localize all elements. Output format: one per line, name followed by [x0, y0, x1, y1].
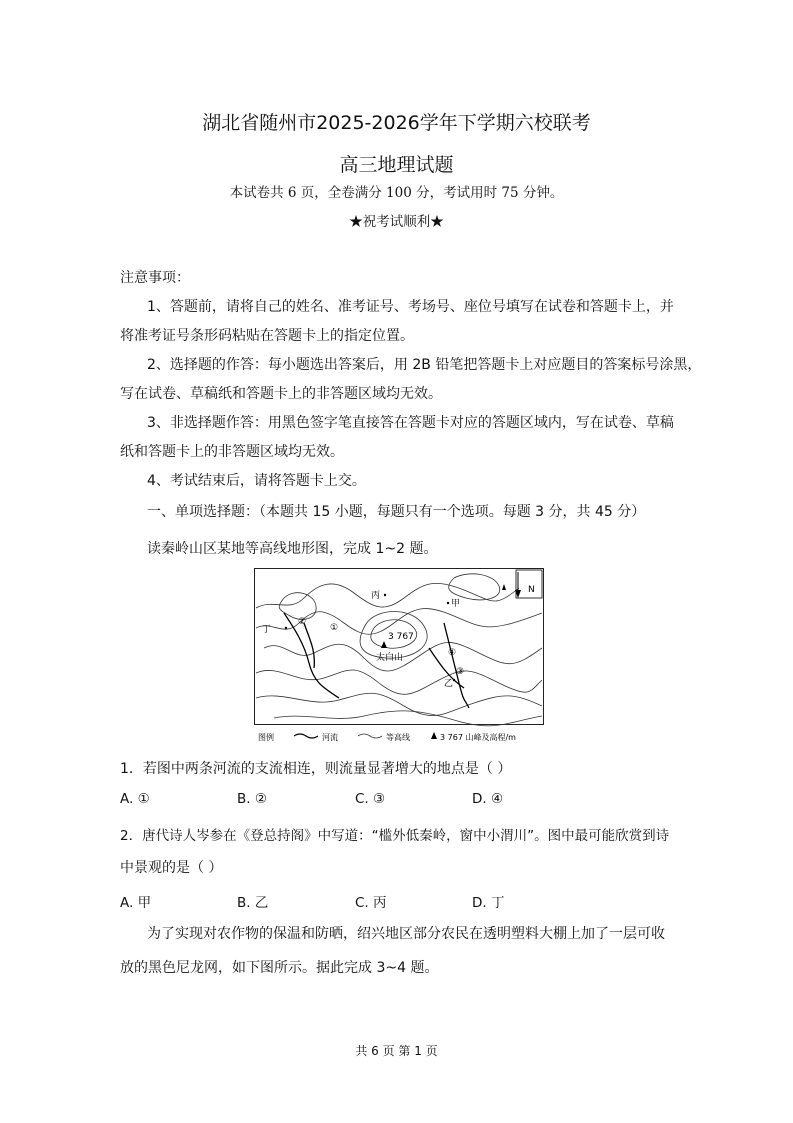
question-1-stem: 1．若图中两条河流的支流相连，则流量显著增大的地点是（ ） — [120, 761, 512, 777]
notice-item: 写在试卷、草稿纸和答题卡上的非答题区域均无效。 — [120, 386, 442, 402]
q2-option-d: D. 丁 — [472, 895, 505, 911]
notice-item: 2、选择题的作答：每小题选出答案后，用 2B 铅笔把答题卡上对应题目的答案标号涂黑， — [147, 357, 702, 373]
label-ding: 丁 — [262, 625, 272, 635]
label-yi: 乙 — [444, 679, 454, 689]
notice-item: 纸和答题卡上的非答题区域均无效。 — [120, 444, 344, 460]
q2-option-a: A. 甲 — [120, 895, 152, 911]
point-yi — [453, 679, 455, 681]
label-bing: 丙 — [371, 591, 381, 601]
legend-river-symbol — [294, 734, 318, 738]
north-label: N — [528, 585, 535, 595]
map-frame — [255, 569, 544, 725]
legend-peak: 3 767 山峰及高程/m — [440, 733, 516, 742]
point-ding — [285, 627, 287, 629]
q2-option-b: B. 乙 — [237, 895, 269, 911]
q1-option-a: A. ① — [120, 791, 150, 807]
notice-item: 4、考试结束后，请将答题卡上交。 — [147, 473, 366, 489]
map-legend — [258, 732, 516, 742]
notice-item: 3、非选择题作答：用黑色签字笔直接答在答题卡对应的答题区域内，写在试卷、草稿 — [147, 415, 674, 431]
passage-line2: 放的黑色尼龙网，如下图所示。据此完成 3~4 题。 — [120, 960, 439, 976]
question-2-stem-line2: 中景观的是（ ） — [120, 860, 223, 876]
q1-option-b: B. ② — [237, 791, 267, 807]
page-footer: 共 6 页 第 1 页 — [355, 1044, 438, 1058]
label-c2: ② — [298, 617, 307, 627]
peak-name: 太白山 — [376, 653, 404, 663]
section-heading: 一、单项选择题：（本题共 15 小题，每题只有一个选项。每题 3 分，共 45 分） — [147, 504, 646, 520]
question-2-stem-line1: 2．唐代诗人岑参在《登总持阁》中写道：“槛外低秦岭，窗中小渭川”。图中最可能欣赏到诗 — [120, 828, 670, 844]
notice-item: 1、答题前，请将自己的姓名、准考证号、考场号、座位号填写在试卷和答题卡上，并 — [147, 299, 674, 315]
q2-option-c: C. 丙 — [355, 895, 387, 911]
legend-peak-icon — [431, 732, 437, 739]
passage-line1: 为了实现对农作物的保温和防晒，绍兴地区部分农民在透明塑料大棚上加了一层可收 — [147, 926, 665, 942]
contour-map-figure — [254, 568, 544, 744]
exam-subtitle: 高三地理试题 — [339, 154, 454, 176]
notice-heading: 注意事项： — [120, 270, 190, 286]
q1-option-d: D. ④ — [472, 791, 504, 807]
label-c1: ① — [330, 623, 339, 633]
label-c3: ③ — [456, 667, 465, 677]
peak-value: 3 767 — [388, 632, 414, 642]
exam-info: 本试卷共 6 页，全卷满分 100 分，考试用时 75 分钟。 — [229, 185, 564, 201]
point-bing — [384, 594, 386, 596]
legend-title: 图例 — [258, 733, 274, 742]
q1-option-c: C. ③ — [355, 791, 386, 807]
label-jia: 甲 — [451, 599, 461, 609]
notice-item: 将准考证号条形码粘贴在答题卡上的指定位置。 — [120, 328, 414, 344]
point-jia — [447, 602, 449, 604]
legend-river: 河流 — [322, 733, 338, 742]
legend-contour-symbol — [358, 734, 382, 738]
exam-title: 湖北省随州市2025-2026学年下学期六校联考 — [202, 112, 591, 134]
exam-wish: ★祝考试顺利★ — [349, 214, 444, 230]
label-c4: ④ — [448, 648, 457, 658]
section-intro: 读秦岭山区某地等高线地形图，完成 1~2 题。 — [147, 541, 438, 557]
legend-contour: 等高线 — [386, 733, 410, 742]
